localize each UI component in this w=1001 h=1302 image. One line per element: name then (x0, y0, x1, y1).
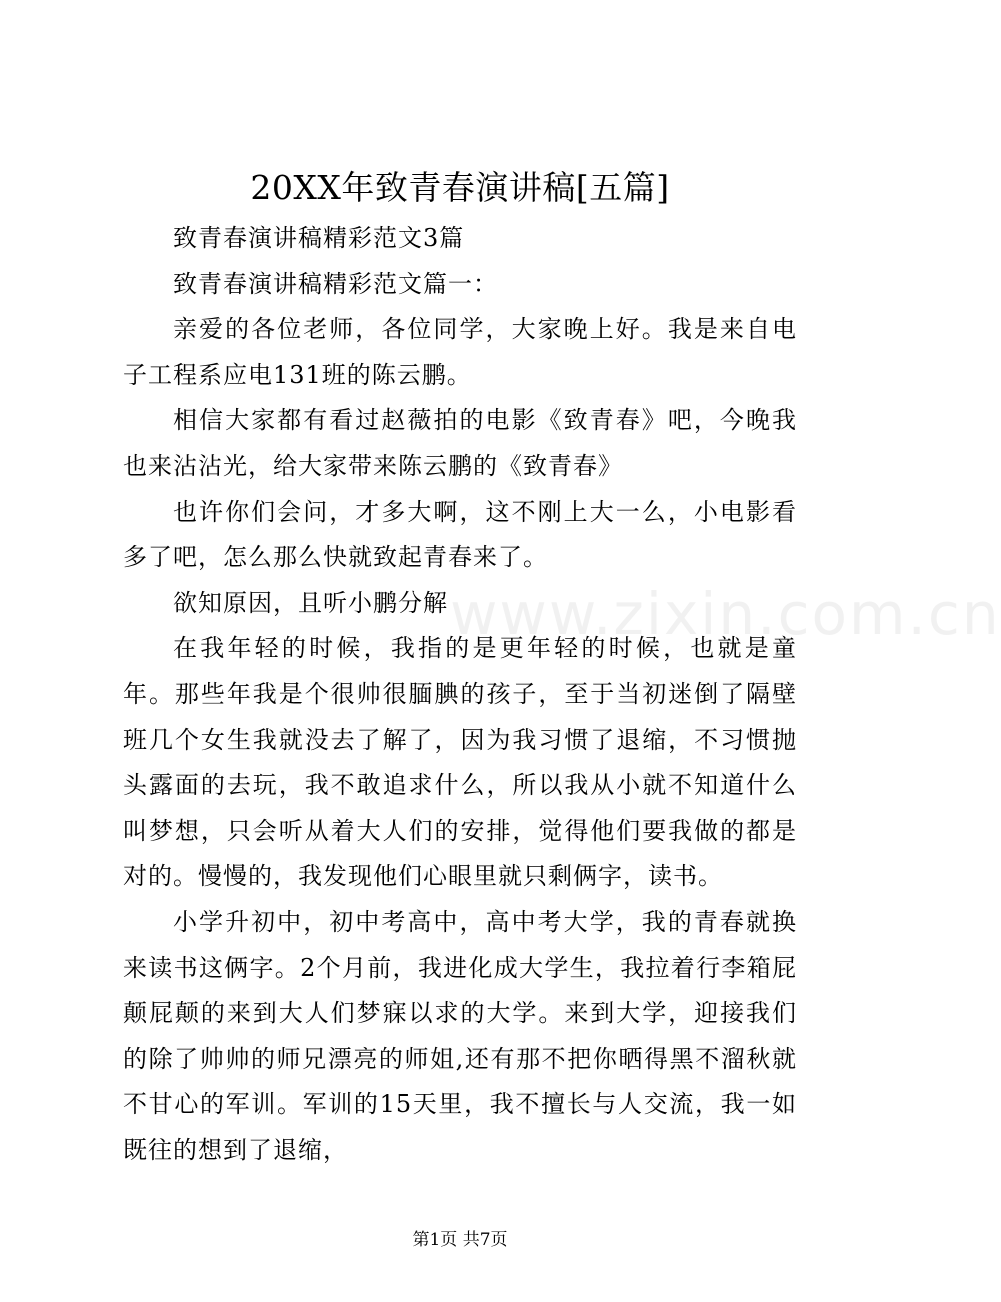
document-title: 20XX年致青春演讲稿[五篇] (250, 168, 670, 207)
paragraph: 在我年轻的时候，我指的是更年轻的时候，也就是童年。那些年我是个很帅很腼腆的孩子，至于当初迷倒了隔壁班几个女生我就没去了解了，因为我习惯了退缩，不习惯抛头露面的去玩，我不敢追求什么，所以我从小就不知道什么叫梦想，只会听从着大人们的安排，觉得他们要我做的都是对的。慢慢的，我发现他们心眼里就只剩俩字，读书。 (123, 634, 797, 891)
paragraph: 欲知原因，且听小鹏分解 (173, 588, 448, 617)
paragraph: 也许你们会问，才多大啊，这不刚上大一么，小电影看多了吧，怎么那么快就致起青春来了。 (123, 497, 797, 572)
paragraph: 相信大家都有看过赵薇拍的电影《致青春》吧，今晚我也来沾沾光，给大家带来陈云鹏的《致青春》 (123, 406, 797, 480)
document-body (123, 216, 797, 1173)
watermark: www.zixin.com.cn (450, 580, 1001, 648)
paragraph-heading: 致青春演讲稿精彩范文篇一： (173, 269, 498, 298)
paragraph: 小学升初中，初中考高中，高中考大学，我的青春就换来读书这俩字。2个月前，我进化成大学生，我拉着行李箱屁颠屁颠的来到大人们梦寐以求的大学。来到大学，迎接我们的除了帅帅的师兄漂亮的师姐,还有那不把你晒得黑不溜秋就不甘心的军训。军训的15天里，我不擅长与人交流，我一如既往的想到了退缩， (123, 907, 797, 1164)
paragraph: 亲爱的各位老师，各位同学，大家晚上好。我是来自电子工程系应电131班的陈云鹏。 (123, 315, 797, 389)
page-footer: 第1页 共7页 (412, 1230, 508, 1250)
paragraph-subtitle: 致青春演讲稿精彩范文3篇 (173, 224, 465, 252)
